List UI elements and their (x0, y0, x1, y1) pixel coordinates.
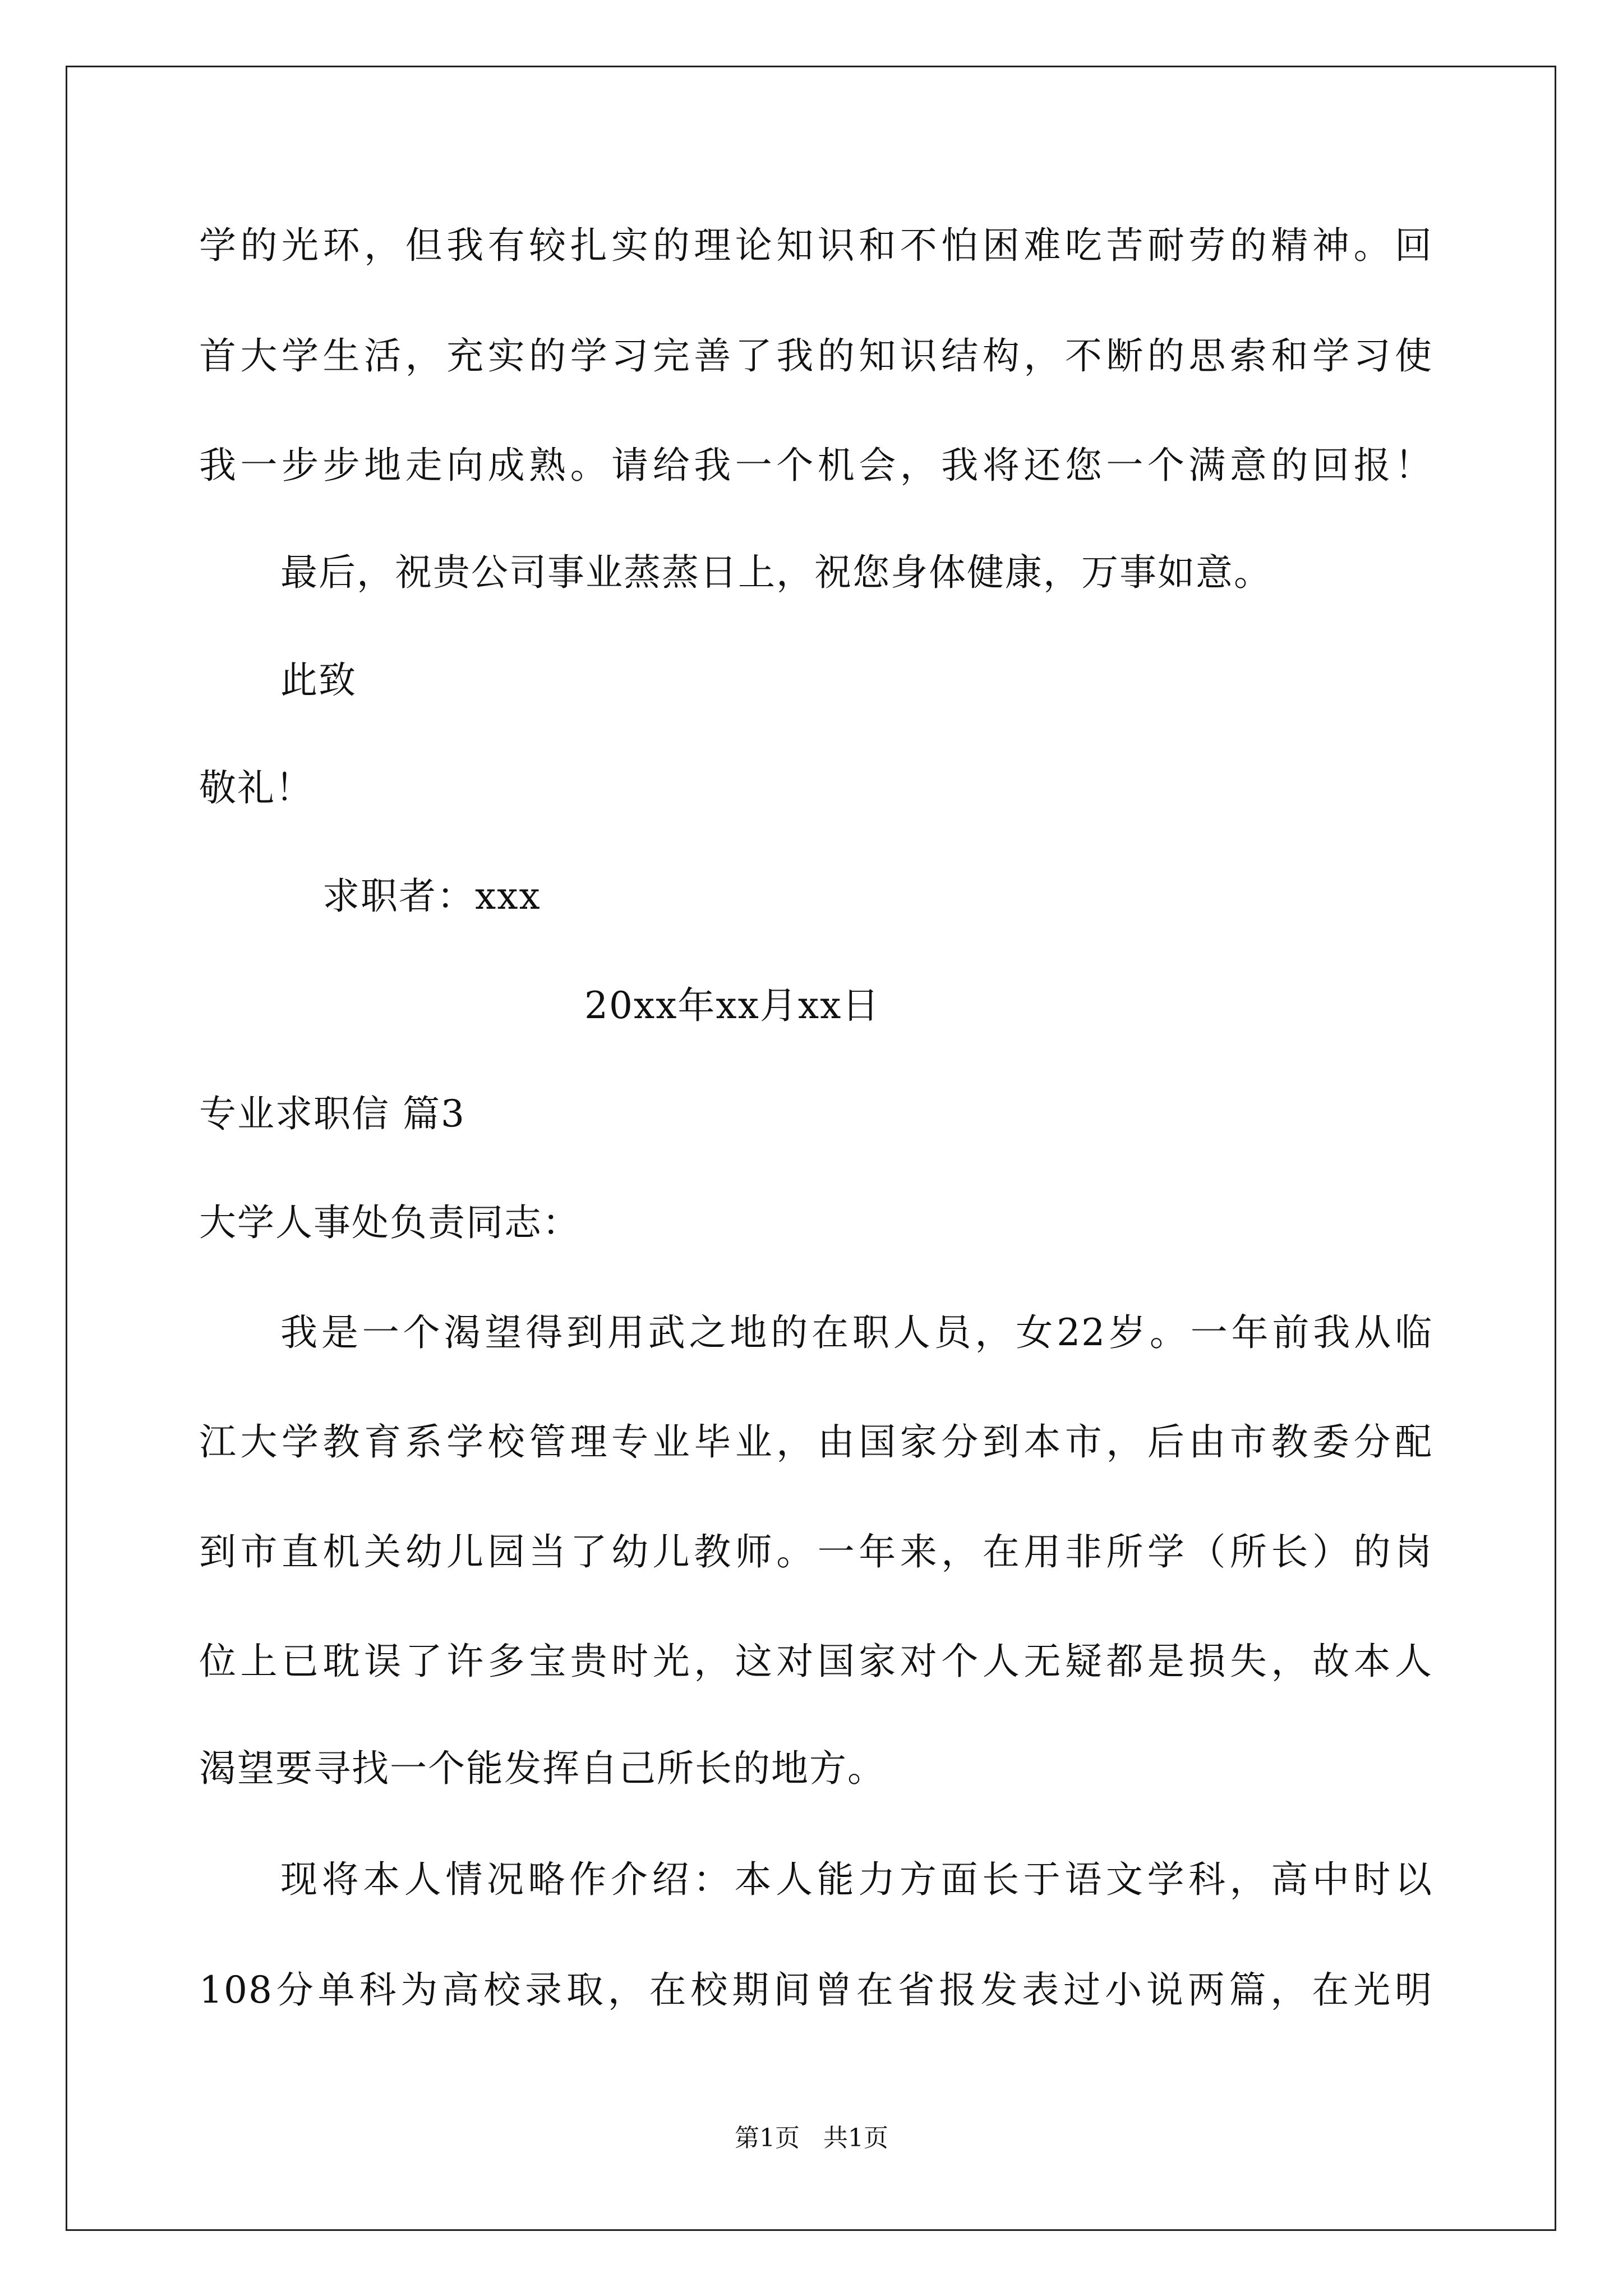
salutation-jingli: 敬礼！ (199, 766, 313, 809)
paragraph-line: 现将本人情况略作介绍：本人能力方面长于语文学科，高中时以 (280, 1858, 1433, 1901)
paragraph-line: 首大学生活，充实的学习完善了我的知识结构，不断的思索和学习使 (199, 334, 1433, 378)
paragraph-line: 渴望要寻找一个能发挥自己所长的地方。 (199, 1747, 886, 1790)
section-heading: 专业求职信 篇3 (199, 1092, 465, 1135)
paragraph-line: 108分单科为高校录取，在校期间曾在省报发表过小说两篇，在光明 (199, 1968, 1433, 2012)
applicant-signature: 求职者：xxx (322, 875, 541, 918)
salutation-cizhi: 此致 (280, 659, 357, 702)
page-number-footer: 第1页 共1页 (735, 2124, 888, 2152)
closing-wish-line: 最后，祝贵公司事业蒸蒸日上，祝您身体健康，万事如意。 (280, 551, 1272, 594)
paragraph-line: 江大学教育系学校管理专业毕业，由国家分到本市，后由市教委分配 (199, 1420, 1433, 1464)
page-border (66, 66, 1556, 2231)
letter-date: 20xx年xx月xx日 (584, 984, 880, 1027)
paragraph-line: 我一步步地走向成熟。请给我一个机会，我将还您一个满意的回报！ (199, 444, 1433, 487)
letter-greeting: 大学人事处负责同志： (199, 1201, 580, 1244)
paragraph-line: 到市直机关幼儿园当了幼儿教师。一年来，在用非所学（所长）的岗 (199, 1530, 1433, 1573)
paragraph-line: 位上已耽误了许多宝贵时光，这对国家对个人无疑都是损失，故本人 (199, 1640, 1433, 1683)
paragraph-line: 我是一个渴望得到用武之地的在职人员，女22岁。一年前我从临 (280, 1311, 1433, 1354)
paragraph-line: 学的光环，但我有较扎实的理论知识和不怕困难吃苦耐劳的精神。回 (199, 224, 1433, 267)
